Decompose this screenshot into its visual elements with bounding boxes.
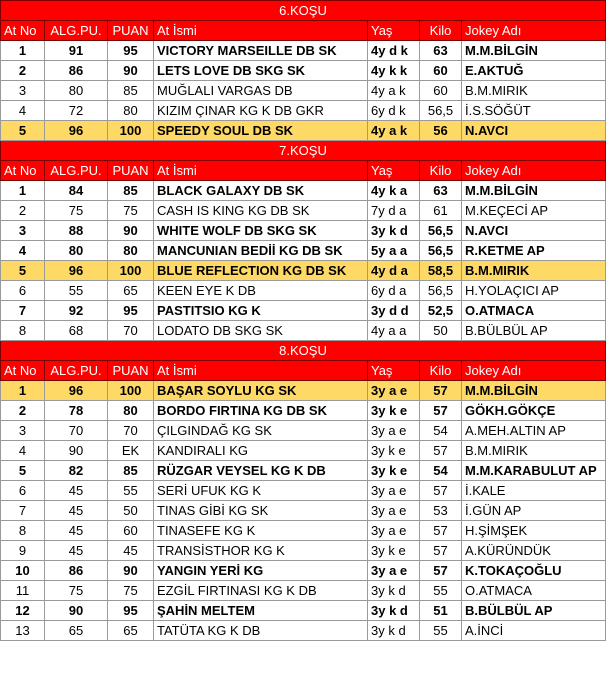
alg-pu-cell: 84 <box>45 181 108 201</box>
column-header-row <box>1 21 606 41</box>
jokey-cell: M.M.BİLGİN <box>462 381 606 401</box>
at-no-cell: 6 <box>1 481 45 501</box>
puan-cell: 65 <box>108 621 154 641</box>
at-no-cell: 3 <box>1 221 45 241</box>
alg-pu-cell: 75 <box>45 581 108 601</box>
jokey-cell: B.M.MIRIK <box>462 441 606 461</box>
kilo-cell: 53 <box>420 501 462 521</box>
at-ismi-cell: KANDIRALI KG <box>154 441 368 461</box>
alg-pu-cell: 80 <box>45 81 108 101</box>
kilo-cell: 55 <box>420 581 462 601</box>
kilo-cell: 52,5 <box>420 301 462 321</box>
jokey-cell: R.KETME AP <box>462 241 606 261</box>
header-at-ismi: At İsmi <box>154 21 368 41</box>
puan-cell: 80 <box>108 241 154 261</box>
yas-cell: 4y d a <box>368 261 420 281</box>
at-no-cell: 9 <box>1 541 45 561</box>
kilo-cell: 55 <box>420 621 462 641</box>
at-no-cell: 4 <box>1 241 45 261</box>
kilo-cell: 56,5 <box>420 281 462 301</box>
yas-cell: 4y k k <box>368 61 420 81</box>
alg-pu-cell: 72 <box>45 101 108 121</box>
kilo-cell: 63 <box>420 181 462 201</box>
puan-cell: 95 <box>108 41 154 61</box>
table-row <box>1 621 606 641</box>
jokey-cell: N.AVCI <box>462 221 606 241</box>
at-no-cell: 1 <box>1 41 45 61</box>
alg-pu-cell: 55 <box>45 281 108 301</box>
alg-pu-cell: 45 <box>45 481 108 501</box>
at-ismi-cell: CASH IS KING KG DB SK <box>154 201 368 221</box>
yas-cell: 4y a k <box>368 81 420 101</box>
header-yas: Yaş <box>368 21 420 41</box>
at-ismi-cell: TATÜTA KG K DB <box>154 621 368 641</box>
highlighted-table-row <box>1 121 606 141</box>
header-puan: PUAN <box>108 161 154 181</box>
yas-cell: 3y a e <box>368 481 420 501</box>
kilo-cell: 57 <box>420 481 462 501</box>
header-at-no: At No <box>1 21 45 41</box>
table-row <box>1 241 606 261</box>
column-header-row <box>1 361 606 381</box>
yas-cell: 3y k d <box>368 601 420 621</box>
jokey-cell: M.M.BİLGİN <box>462 41 606 61</box>
puan-cell: 90 <box>108 61 154 81</box>
at-ismi-cell: LODATO DB SKG SK <box>154 321 368 341</box>
puan-cell: 90 <box>108 221 154 241</box>
yas-cell: 6y d k <box>368 101 420 121</box>
alg-pu-cell: 96 <box>45 381 108 401</box>
header-yas: Yaş <box>368 161 420 181</box>
jokey-cell: B.BÜLBÜL AP <box>462 321 606 341</box>
puan-cell: 65 <box>108 281 154 301</box>
at-ismi-cell: SPEEDY SOUL DB SK <box>154 121 368 141</box>
header-puan: PUAN <box>108 21 154 41</box>
alg-pu-cell: 88 <box>45 221 108 241</box>
header-puan: PUAN <box>108 361 154 381</box>
header-alg-pu: ALG.PU. <box>45 361 108 381</box>
jokey-cell: M.M.BİLGİN <box>462 181 606 201</box>
puan-cell: 95 <box>108 301 154 321</box>
header-at-no: At No <box>1 161 45 181</box>
at-no-cell: 1 <box>1 181 45 201</box>
kilo-cell: 57 <box>420 441 462 461</box>
kilo-cell: 51 <box>420 601 462 621</box>
yas-cell: 3y k d <box>368 581 420 601</box>
kilo-cell: 54 <box>420 461 462 481</box>
race-title: 8.KOŞU <box>1 341 606 361</box>
yas-cell: 4y d k <box>368 41 420 61</box>
yas-cell: 3y d d <box>368 301 420 321</box>
header-at-ismi: At İsmi <box>154 361 368 381</box>
alg-pu-cell: 96 <box>45 261 108 281</box>
puan-cell: 100 <box>108 261 154 281</box>
table-row <box>1 181 606 201</box>
at-no-cell: 13 <box>1 621 45 641</box>
alg-pu-cell: 86 <box>45 61 108 81</box>
at-ismi-cell: TINASEFE KG K <box>154 521 368 541</box>
puan-cell: 55 <box>108 481 154 501</box>
yas-cell: 3y k e <box>368 461 420 481</box>
table-row <box>1 321 606 341</box>
kilo-cell: 63 <box>420 41 462 61</box>
yas-cell: 3y k d <box>368 621 420 641</box>
table-row <box>1 61 606 81</box>
jokey-cell: A.MEH.ALTIN AP <box>462 421 606 441</box>
header-kilo: Kilo <box>420 161 462 181</box>
race-title: 7.KOŞU <box>1 141 606 161</box>
table-row <box>1 41 606 61</box>
table-row <box>1 581 606 601</box>
race-title-row <box>1 141 606 161</box>
at-ismi-cell: KIZIM ÇINAR KG K DB GKR <box>154 101 368 121</box>
at-ismi-cell: TINAS GİBİ KG SK <box>154 501 368 521</box>
yas-cell: 3y k e <box>368 401 420 421</box>
table-row <box>1 401 606 421</box>
at-no-cell: 4 <box>1 101 45 121</box>
puan-cell: 95 <box>108 601 154 621</box>
jokey-cell: O.ATMACA <box>462 581 606 601</box>
puan-cell: 70 <box>108 321 154 341</box>
at-ismi-cell: SERİ UFUK KG K <box>154 481 368 501</box>
jokey-cell: GÖKH.GÖKÇE <box>462 401 606 421</box>
table-row <box>1 421 606 441</box>
table-row <box>1 461 606 481</box>
kilo-cell: 56,5 <box>420 241 462 261</box>
kilo-cell: 58,5 <box>420 261 462 281</box>
header-alg-pu: ALG.PU. <box>45 161 108 181</box>
kilo-cell: 50 <box>420 321 462 341</box>
yas-cell: 4y k a <box>368 181 420 201</box>
at-ismi-cell: BLUE REFLECTION KG DB SK <box>154 261 368 281</box>
yas-cell: 3y k d <box>368 221 420 241</box>
jokey-cell: İ.KALE <box>462 481 606 501</box>
yas-cell: 6y d a <box>368 281 420 301</box>
kilo-cell: 56 <box>420 121 462 141</box>
at-no-cell: 7 <box>1 501 45 521</box>
header-alg-pu: ALG.PU. <box>45 21 108 41</box>
table-row <box>1 481 606 501</box>
at-no-cell: 2 <box>1 401 45 421</box>
highlighted-table-row <box>1 261 606 281</box>
header-jokey: Jokey Adı <box>462 361 606 381</box>
table-row <box>1 201 606 221</box>
at-ismi-cell: LETS LOVE DB SKG SK <box>154 61 368 81</box>
yas-cell: 3y a e <box>368 501 420 521</box>
at-ismi-cell: TRANSİSTHOR KG K <box>154 541 368 561</box>
jokey-cell: M.M.KARABULUT AP <box>462 461 606 481</box>
at-ismi-cell: ŞAHİN MELTEM <box>154 601 368 621</box>
jokey-cell: O.ATMACA <box>462 301 606 321</box>
kilo-cell: 57 <box>420 381 462 401</box>
alg-pu-cell: 78 <box>45 401 108 421</box>
table-row <box>1 541 606 561</box>
kilo-cell: 57 <box>420 541 462 561</box>
puan-cell: 75 <box>108 201 154 221</box>
puan-cell: 85 <box>108 181 154 201</box>
alg-pu-cell: 45 <box>45 501 108 521</box>
alg-pu-cell: 70 <box>45 421 108 441</box>
header-jokey: Jokey Adı <box>462 161 606 181</box>
at-no-cell: 4 <box>1 441 45 461</box>
at-no-cell: 7 <box>1 301 45 321</box>
alg-pu-cell: 65 <box>45 621 108 641</box>
puan-cell: 80 <box>108 401 154 421</box>
puan-cell: 80 <box>108 101 154 121</box>
at-ismi-cell: RÜZGAR VEYSEL KG K DB <box>154 461 368 481</box>
kilo-cell: 60 <box>420 61 462 81</box>
jokey-cell: B.M.MIRIK <box>462 81 606 101</box>
alg-pu-cell: 80 <box>45 241 108 261</box>
at-no-cell: 8 <box>1 521 45 541</box>
puan-cell: 75 <box>108 581 154 601</box>
at-ismi-cell: BLACK GALAXY DB SK <box>154 181 368 201</box>
table-row <box>1 301 606 321</box>
column-header-row <box>1 161 606 181</box>
at-no-cell: 3 <box>1 421 45 441</box>
jokey-cell: B.BÜLBÜL AP <box>462 601 606 621</box>
alg-pu-cell: 75 <box>45 201 108 221</box>
jokey-cell: İ.S.SÖĞÜT <box>462 101 606 121</box>
header-at-ismi: At İsmi <box>154 161 368 181</box>
alg-pu-cell: 90 <box>45 441 108 461</box>
header-kilo: Kilo <box>420 21 462 41</box>
alg-pu-cell: 68 <box>45 321 108 341</box>
kilo-cell: 56,5 <box>420 221 462 241</box>
at-ismi-cell: ÇILGINDAĞ KG SK <box>154 421 368 441</box>
jokey-cell: B.M.MIRIK <box>462 261 606 281</box>
highlighted-table-row <box>1 381 606 401</box>
at-no-cell: 6 <box>1 281 45 301</box>
puan-cell: 85 <box>108 461 154 481</box>
alg-pu-cell: 90 <box>45 601 108 621</box>
table-row <box>1 501 606 521</box>
yas-cell: 7y d a <box>368 201 420 221</box>
at-no-cell: 5 <box>1 261 45 281</box>
jokey-cell: E.AKTUĞ <box>462 61 606 81</box>
race-title-row <box>1 341 606 361</box>
header-kilo: Kilo <box>420 361 462 381</box>
puan-cell: 45 <box>108 541 154 561</box>
at-no-cell: 1 <box>1 381 45 401</box>
at-ismi-cell: YANGIN YERİ KG <box>154 561 368 581</box>
jokey-cell: A.İNCİ <box>462 621 606 641</box>
yas-cell: 3y a e <box>368 381 420 401</box>
puan-cell: 100 <box>108 121 154 141</box>
header-yas: Yaş <box>368 361 420 381</box>
kilo-cell: 57 <box>420 401 462 421</box>
at-ismi-cell: MUĞLALI VARGAS DB <box>154 81 368 101</box>
alg-pu-cell: 92 <box>45 301 108 321</box>
at-ismi-cell: VICTORY MARSEILLE DB SK <box>154 41 368 61</box>
yas-cell: 3y k e <box>368 441 420 461</box>
yas-cell: 4y a a <box>368 321 420 341</box>
table-row <box>1 601 606 621</box>
kilo-cell: 61 <box>420 201 462 221</box>
yas-cell: 3y a e <box>368 521 420 541</box>
kilo-cell: 57 <box>420 521 462 541</box>
at-no-cell: 3 <box>1 81 45 101</box>
puan-cell: 60 <box>108 521 154 541</box>
kilo-cell: 57 <box>420 561 462 581</box>
at-no-cell: 2 <box>1 201 45 221</box>
jokey-cell: K.TOKAÇOĞLU <box>462 561 606 581</box>
jokey-cell: M.KEÇECİ AP <box>462 201 606 221</box>
yas-cell: 3y a e <box>368 421 420 441</box>
at-no-cell: 8 <box>1 321 45 341</box>
alg-pu-cell: 96 <box>45 121 108 141</box>
table-row <box>1 101 606 121</box>
puan-cell: 85 <box>108 81 154 101</box>
alg-pu-cell: 45 <box>45 541 108 561</box>
jokey-cell: A.KÜRÜNDÜK <box>462 541 606 561</box>
yas-cell: 4y a k <box>368 121 420 141</box>
yas-cell: 3y a e <box>368 561 420 581</box>
at-no-cell: 11 <box>1 581 45 601</box>
puan-cell: 100 <box>108 381 154 401</box>
alg-pu-cell: 82 <box>45 461 108 481</box>
alg-pu-cell: 86 <box>45 561 108 581</box>
puan-cell: 70 <box>108 421 154 441</box>
table-row <box>1 221 606 241</box>
table-row <box>1 441 606 461</box>
table-row <box>1 521 606 541</box>
at-ismi-cell: BAŞAR SOYLU KG SK <box>154 381 368 401</box>
yas-cell: 5y a a <box>368 241 420 261</box>
race-title-row <box>1 1 606 21</box>
puan-cell: 90 <box>108 561 154 581</box>
alg-pu-cell: 45 <box>45 521 108 541</box>
table-row <box>1 561 606 581</box>
jokey-cell: H.YOLAÇICI AP <box>462 281 606 301</box>
yas-cell: 3y k e <box>368 541 420 561</box>
puan-cell: 50 <box>108 501 154 521</box>
table-row <box>1 281 606 301</box>
header-at-no: At No <box>1 361 45 381</box>
at-ismi-cell: MANCUNIAN BEDİİ KG DB SK <box>154 241 368 261</box>
jokey-cell: İ.GÜN AP <box>462 501 606 521</box>
table-row <box>1 81 606 101</box>
at-ismi-cell: EZGİL FIRTINASI KG K DB <box>154 581 368 601</box>
race-title: 6.KOŞU <box>1 1 606 21</box>
kilo-cell: 54 <box>420 421 462 441</box>
alg-pu-cell: 91 <box>45 41 108 61</box>
jokey-cell: H.ŞİMŞEK <box>462 521 606 541</box>
kilo-cell: 60 <box>420 81 462 101</box>
at-no-cell: 2 <box>1 61 45 81</box>
jokey-cell: N.AVCI <box>462 121 606 141</box>
at-ismi-cell: KEEN EYE K DB <box>154 281 368 301</box>
kilo-cell: 56,5 <box>420 101 462 121</box>
at-no-cell: 5 <box>1 461 45 481</box>
at-ismi-cell: WHITE WOLF DB SKG SK <box>154 221 368 241</box>
puan-cell: EK <box>108 441 154 461</box>
at-ismi-cell: PASTITSIO KG K <box>154 301 368 321</box>
at-no-cell: 10 <box>1 561 45 581</box>
at-ismi-cell: BORDO FIRTINA KG DB SK <box>154 401 368 421</box>
header-jokey: Jokey Adı <box>462 21 606 41</box>
at-no-cell: 12 <box>1 601 45 621</box>
at-no-cell: 5 <box>1 121 45 141</box>
race-program-body <box>1 1 606 641</box>
